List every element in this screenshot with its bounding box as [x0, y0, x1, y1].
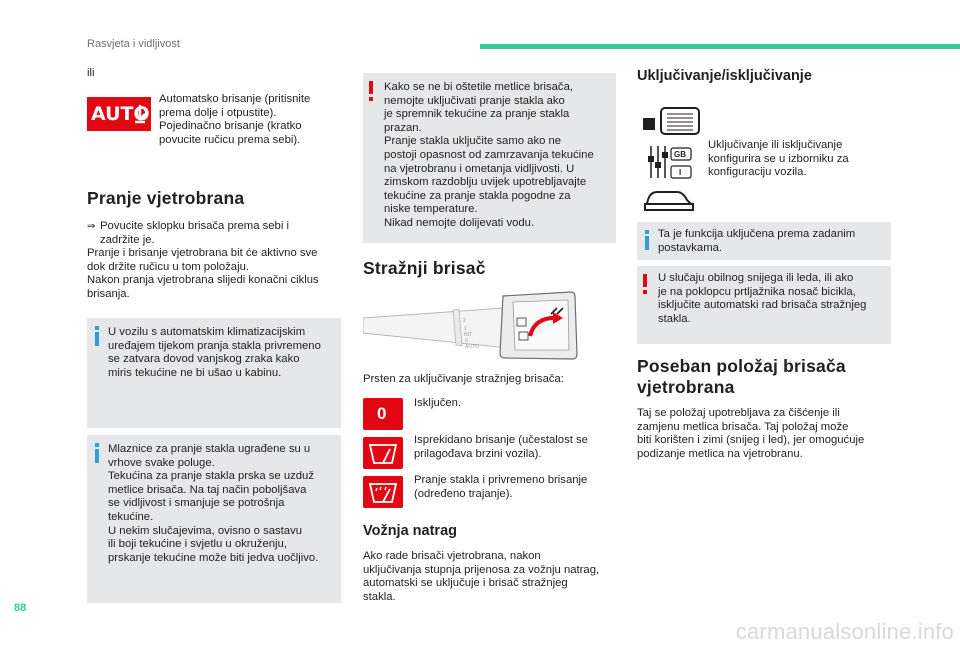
stalk-label: INT [464, 332, 473, 338]
special-position-text: Taj se položaj upotrebljava za čišćenje ili zamjenu metlica brisača. Taj položaj može biti korišten i zimi (snijeg i led), jer omogućuje podizanje metlica na vjetrobranu. [637, 407, 865, 460]
warning-icon [369, 81, 373, 101]
car-icon [647, 192, 691, 204]
arrow-down-icon [133, 104, 147, 124]
off-position-icon [363, 398, 403, 430]
rear-wash-icon [363, 476, 403, 508]
reverse-text: Ako rade brisači vjetrobrana, nakon uključivanja stupnja prijenosa za vožnju natrag, automatski se uključuje i brisač stražnjeg stakla. [363, 550, 600, 603]
auto-icon-label: AUTO [91, 103, 150, 125]
bullet-arrow-icon: ⇒ [87, 221, 96, 232]
or-text: ili [87, 67, 95, 79]
warning-icon [643, 274, 647, 294]
off-position-text: Isključen. [414, 397, 462, 409]
info-icon [95, 443, 99, 463]
info-box-default [637, 222, 891, 260]
rear-wipe-icon [363, 437, 403, 469]
auto-wipe-description: Automatsko brisanje (pritisnite prema dolje i otpustite). Pojedinačno brisanje (kratko povucite ručicu prema sebi). [159, 93, 311, 146]
warning-box-snow [637, 266, 891, 344]
warning-box-wipers-text: Kako se ne bi oštetile metlice brisača, nemojte uključivati pranje stakla ako je spremnik tekućine za pranje stakla prazan. Pranje stakla uključite samo ako ne postoji opasnost od zamrzavanja tekućine na vjetrobranu i ometanja vidljivosti. U zimskom razdoblju uvijek upotrebljavajte tekućine za pranje stakla pogodne za niske temperature. Nikad nemojte dolijevati vodu. [384, 81, 594, 229]
off-position-label: 0 [377, 404, 387, 423]
info-box-nozzles-text: Mlaznice za pranje stakla ugrađene su u vrhove svake poluge. Tekućina za pranje stakla prska se uzduž metlice brisača. Na taj način poboljšava se vidljivost i smanjuje se potrošnja tekućine. U nekim slučajevima, ovisno o sastavu ili boji tekućine i svjetlu u okruženju, prskanje tekućine može biti jedva uočljivo. [108, 443, 319, 564]
vehicle-settings-icons [643, 104, 703, 214]
gb-label: GB [674, 150, 686, 159]
ring-caption: Prsten za uključivanje stražnjeg brisača: [363, 373, 564, 385]
stalk-label: 1 [464, 326, 467, 332]
washer-bullet [87, 220, 342, 247]
washer-text: Pranje i brisanje vjetrobrana bit će aktivno sve dok držite ručicu u tom položaju. Nakon pranja vjetrobrana slijedi konačni ciklus brisanja. [87, 247, 319, 300]
stalk-label: 0 [465, 338, 468, 344]
warning-box-snow-text: U slučaju obilnog snijega ili leda, ili ako je na poklopcu prtljažnika nosač bicikla, isključite automatski rad brisača stražnjeg stakla. [658, 272, 867, 325]
special-position-title: Poseban položaj brisača vjetrobrana [637, 356, 846, 397]
intermittent-wipe-text: Isprekidano brisanje (učestalost se prilagođava brzini vozila). [414, 434, 588, 460]
page-number: 88 [14, 602, 27, 614]
rear-wiper-stalk-illustration [363, 288, 583, 366]
wash-wipe-text: Pranje stakla i privremeno brisanje (određeno trajanje). [414, 474, 588, 500]
warning-box-wipers [363, 73, 616, 243]
section-header: Rasvjeta i vidljivost [87, 38, 180, 50]
intermittent-wipe-icon [363, 437, 403, 469]
washer-bullet-text: Povucite sklopku brisača prema sebi i zadržite je. [100, 220, 289, 246]
onoff-text: Uključivanje ili isključivanje konfigurira se u izborniku za konfiguraciju vozila. [708, 139, 849, 179]
screen-icon [643, 118, 655, 130]
wash-wipe-icon [363, 476, 403, 508]
rear-wiper-title: Stražnji brisač [363, 258, 486, 278]
header-accent-bar [480, 44, 960, 49]
reverse-title: Vožnja natrag [363, 523, 457, 539]
info-icon [95, 326, 99, 346]
info-box-default-text: Ta je funkcija uključena prema zadanim postavkama. [658, 228, 856, 254]
washer-title: Pranje vjetrobrana [87, 188, 245, 208]
info-box-climate-text: U vozilu s automatskim klimatizacijskim uređajem tijekom pranja stakla privremeno se zatvara dovod vanjskog zraka kako miris tekućine ne bi ušao u kabinu. [108, 326, 321, 379]
i-label: I [679, 168, 682, 177]
auto-wipe-icon [87, 97, 151, 131]
stalk-label: AUTO [465, 344, 479, 350]
onoff-title: Uključivanje/isključivanje [637, 68, 812, 84]
stalk-label: 2 [463, 318, 466, 324]
info-box-climate [87, 318, 341, 428]
info-box-nozzles [87, 435, 341, 603]
info-icon [645, 230, 649, 250]
watermark: carmanualsonline.info [735, 619, 954, 644]
